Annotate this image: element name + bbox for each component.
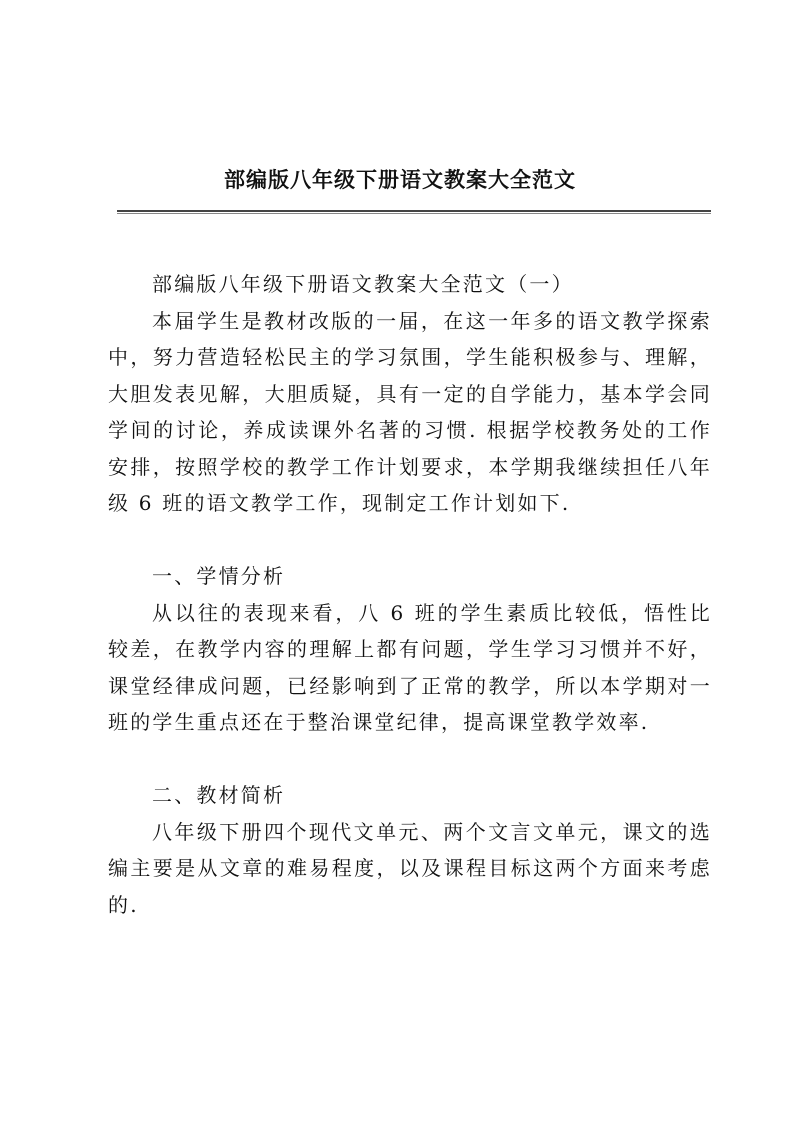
section-heading: 二、教材简析 (152, 783, 286, 807)
section-paragraph: 从以往的表现来看，八 6 班的学生素质比较低，悟性比较差，在教学内容的理解上都有问题，学生学习习惯并不好，课堂经律成问题，已经影响到了正常的教学，所以本学期对一班的学生重点还在于整治课堂纪律，提高课堂教学效率. (108, 600, 712, 734)
section-heading: 一、学情分析 (152, 564, 286, 588)
intro-paragraph: 本届学生是教材改版的一届，在这一年多的语文教学探索中，努力营造轻松民主的学习氛围，学生能积极参与、理解，大胆发表见解，大胆质疑，具有一定的自学能力，基本学会同学间的讨论，养成读课外名著的习惯. 根据学校教务处的工作安排，按照学校的教学工作计划要求，本学期我继续担任八年级 6 班的语文教学工作，现制定工作计划如下. (108, 308, 712, 515)
spacer (108, 741, 712, 778)
title-divider (117, 210, 711, 214)
document-subtitle: 部编版八年级下册语文教案大全范文（一） (152, 272, 574, 296)
section-paragraph: 八年级下册四个现代文单元、两个文言文单元，课文的选编主要是从文章的难易程度，以及课程目标这两个方面来考虑的. (108, 819, 712, 917)
document-title: 部编版八年级下册语文教案大全范文 (224, 167, 576, 192)
spacer (108, 522, 712, 559)
document-body (108, 266, 712, 923)
